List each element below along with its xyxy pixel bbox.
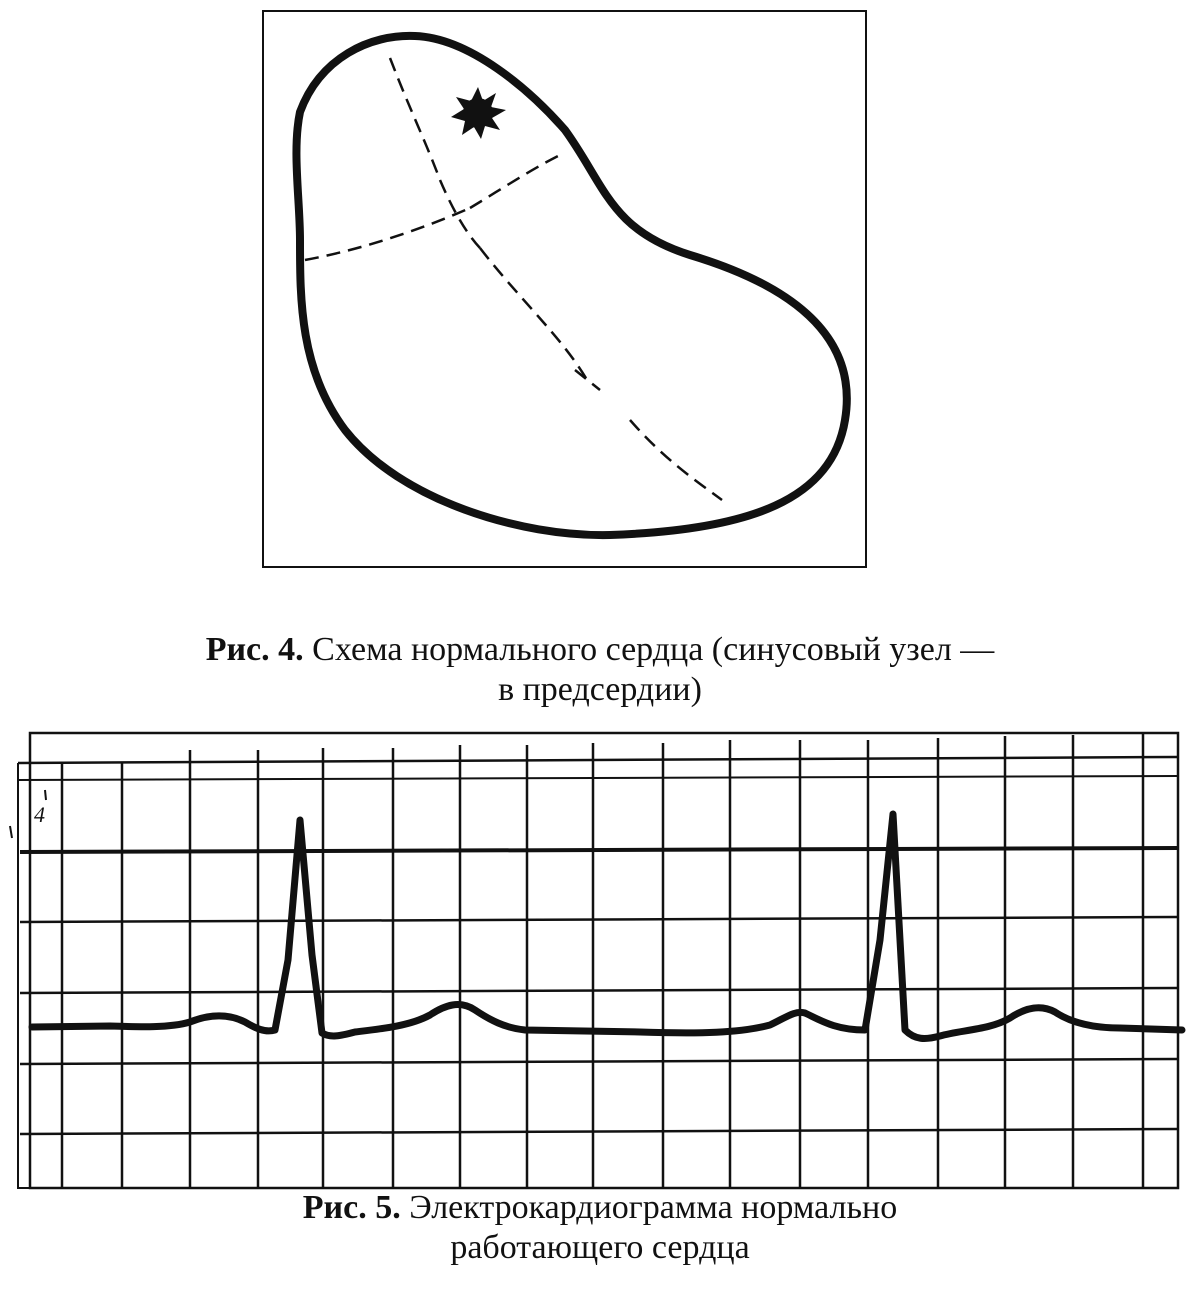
figure4-caption <box>0 630 1200 710</box>
figure5-label: Рис. 5. <box>302 1189 401 1226</box>
figure5-caption-text-1: Электрокардиограмма нормально <box>409 1189 898 1226</box>
figure4-caption-line1 <box>0 630 1200 670</box>
figure5-caption <box>0 1188 1200 1268</box>
figure4-label: Рис. 4. <box>205 631 304 668</box>
figure4-diagram <box>263 11 866 567</box>
ecg-frame-left-edge <box>18 763 30 1188</box>
figure4-caption-line2: в предсердии) <box>498 671 702 708</box>
figure5-ecg <box>10 733 1182 1188</box>
ecg-grid-marker: 4 <box>34 802 45 827</box>
ecg-grid-vertical <box>62 733 1143 1188</box>
sinus-node-star <box>451 87 506 139</box>
heart-septum-lines <box>305 58 722 500</box>
heart-outline <box>296 36 846 535</box>
figure5-caption-line1 <box>0 1188 1200 1228</box>
figure4-caption-text-1: Схема нормального сердца (синусовый узел — <box>312 631 995 668</box>
figure5-caption-line2: работающего сердца <box>450 1229 750 1266</box>
